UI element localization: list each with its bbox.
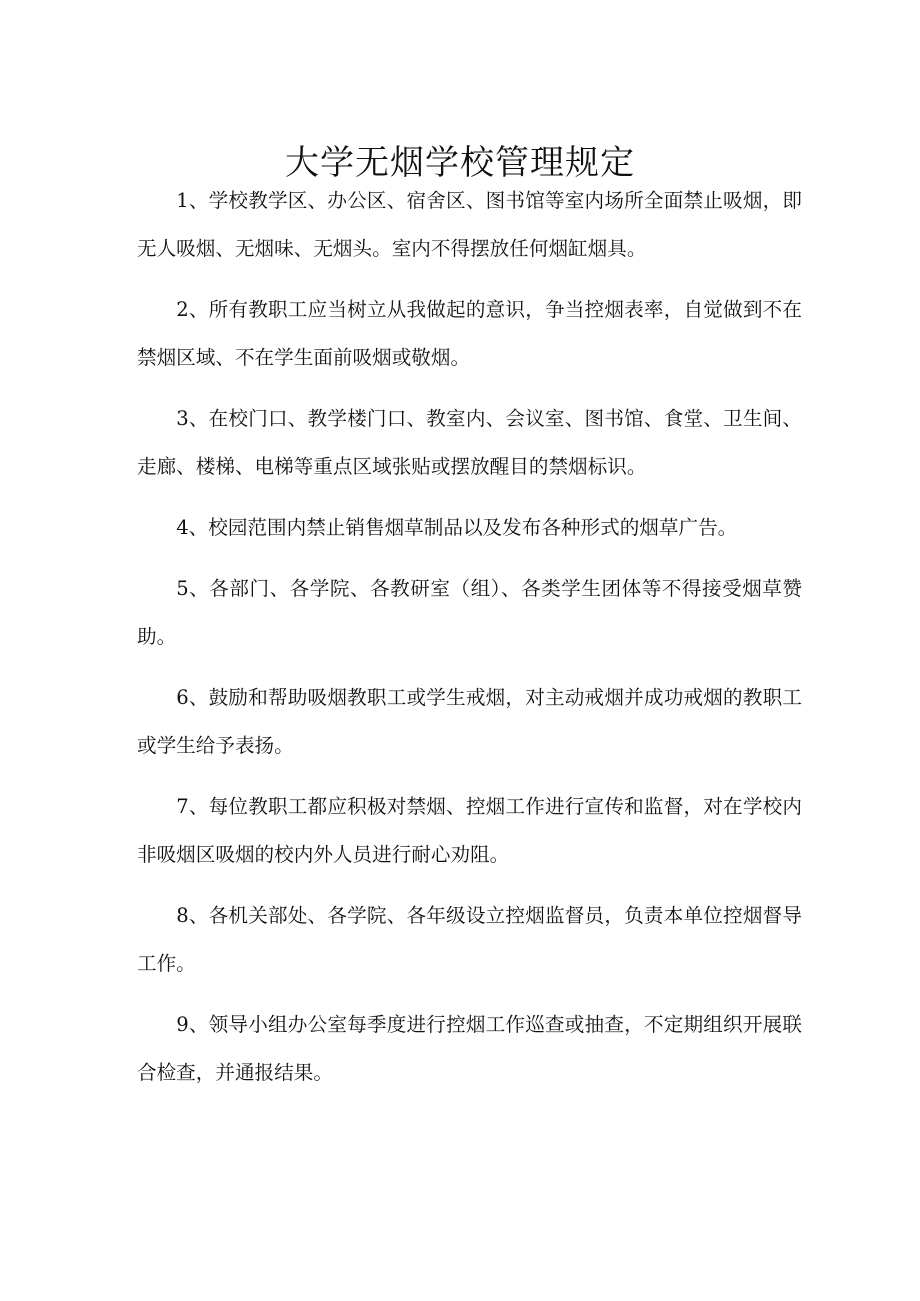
rule-paragraph-1: 1、学校教学区、办公区、宿舍区、图书馆等室内场所全面禁止吸烟，即无人吸烟、无烟味、无烟头。室内不得摆放任何烟缸烟具。: [137, 189, 802, 260]
rule-paragraph-5: 5、各部门、各学院、各教研室（组）、各类学生团体等不得接受烟草赞助。: [137, 577, 802, 648]
rule-paragraph-7: 7、每位教职工都应积极对禁烟、控烟工作进行宣传和监督，对在学校内非吸烟区吸烟的校内外人员进行耐心劝阻。: [137, 795, 802, 866]
document-title: 大学无烟学校管理规定: [285, 142, 635, 183]
rule-paragraph-9: 9、领导小组办公室每季度进行控烟工作巡查或抽查，不定期组织开展联合检查，并通报结果。: [137, 1013, 802, 1084]
rule-paragraph-4: 4、校园范围内禁止销售烟草制品以及发布各种形式的烟草广告。: [176, 516, 738, 539]
rule-paragraph-3: 3、在校门口、教学楼门口、教室内、会议室、图书馆、食堂、卫生间、走廊、楼梯、电梯等重点区域张贴或摆放醒目的禁烟标识。: [137, 407, 802, 478]
rule-paragraph-8: 8、各机关部处、各学院、各年级设立控烟监督员，负责本单位控烟督导工作。: [137, 904, 802, 975]
rule-paragraph-6: 6、鼓励和帮助吸烟教职工或学生戒烟，对主动戒烟并成功戒烟的教职工或学生给予表扬。: [137, 686, 802, 757]
rule-paragraph-2: 2、所有教职工应当树立从我做起的意识，争当控烟表率，自觉做到不在禁烟区域、不在学生面前吸烟或敬烟。: [137, 298, 802, 369]
document-body: [137, 177, 802, 1110]
